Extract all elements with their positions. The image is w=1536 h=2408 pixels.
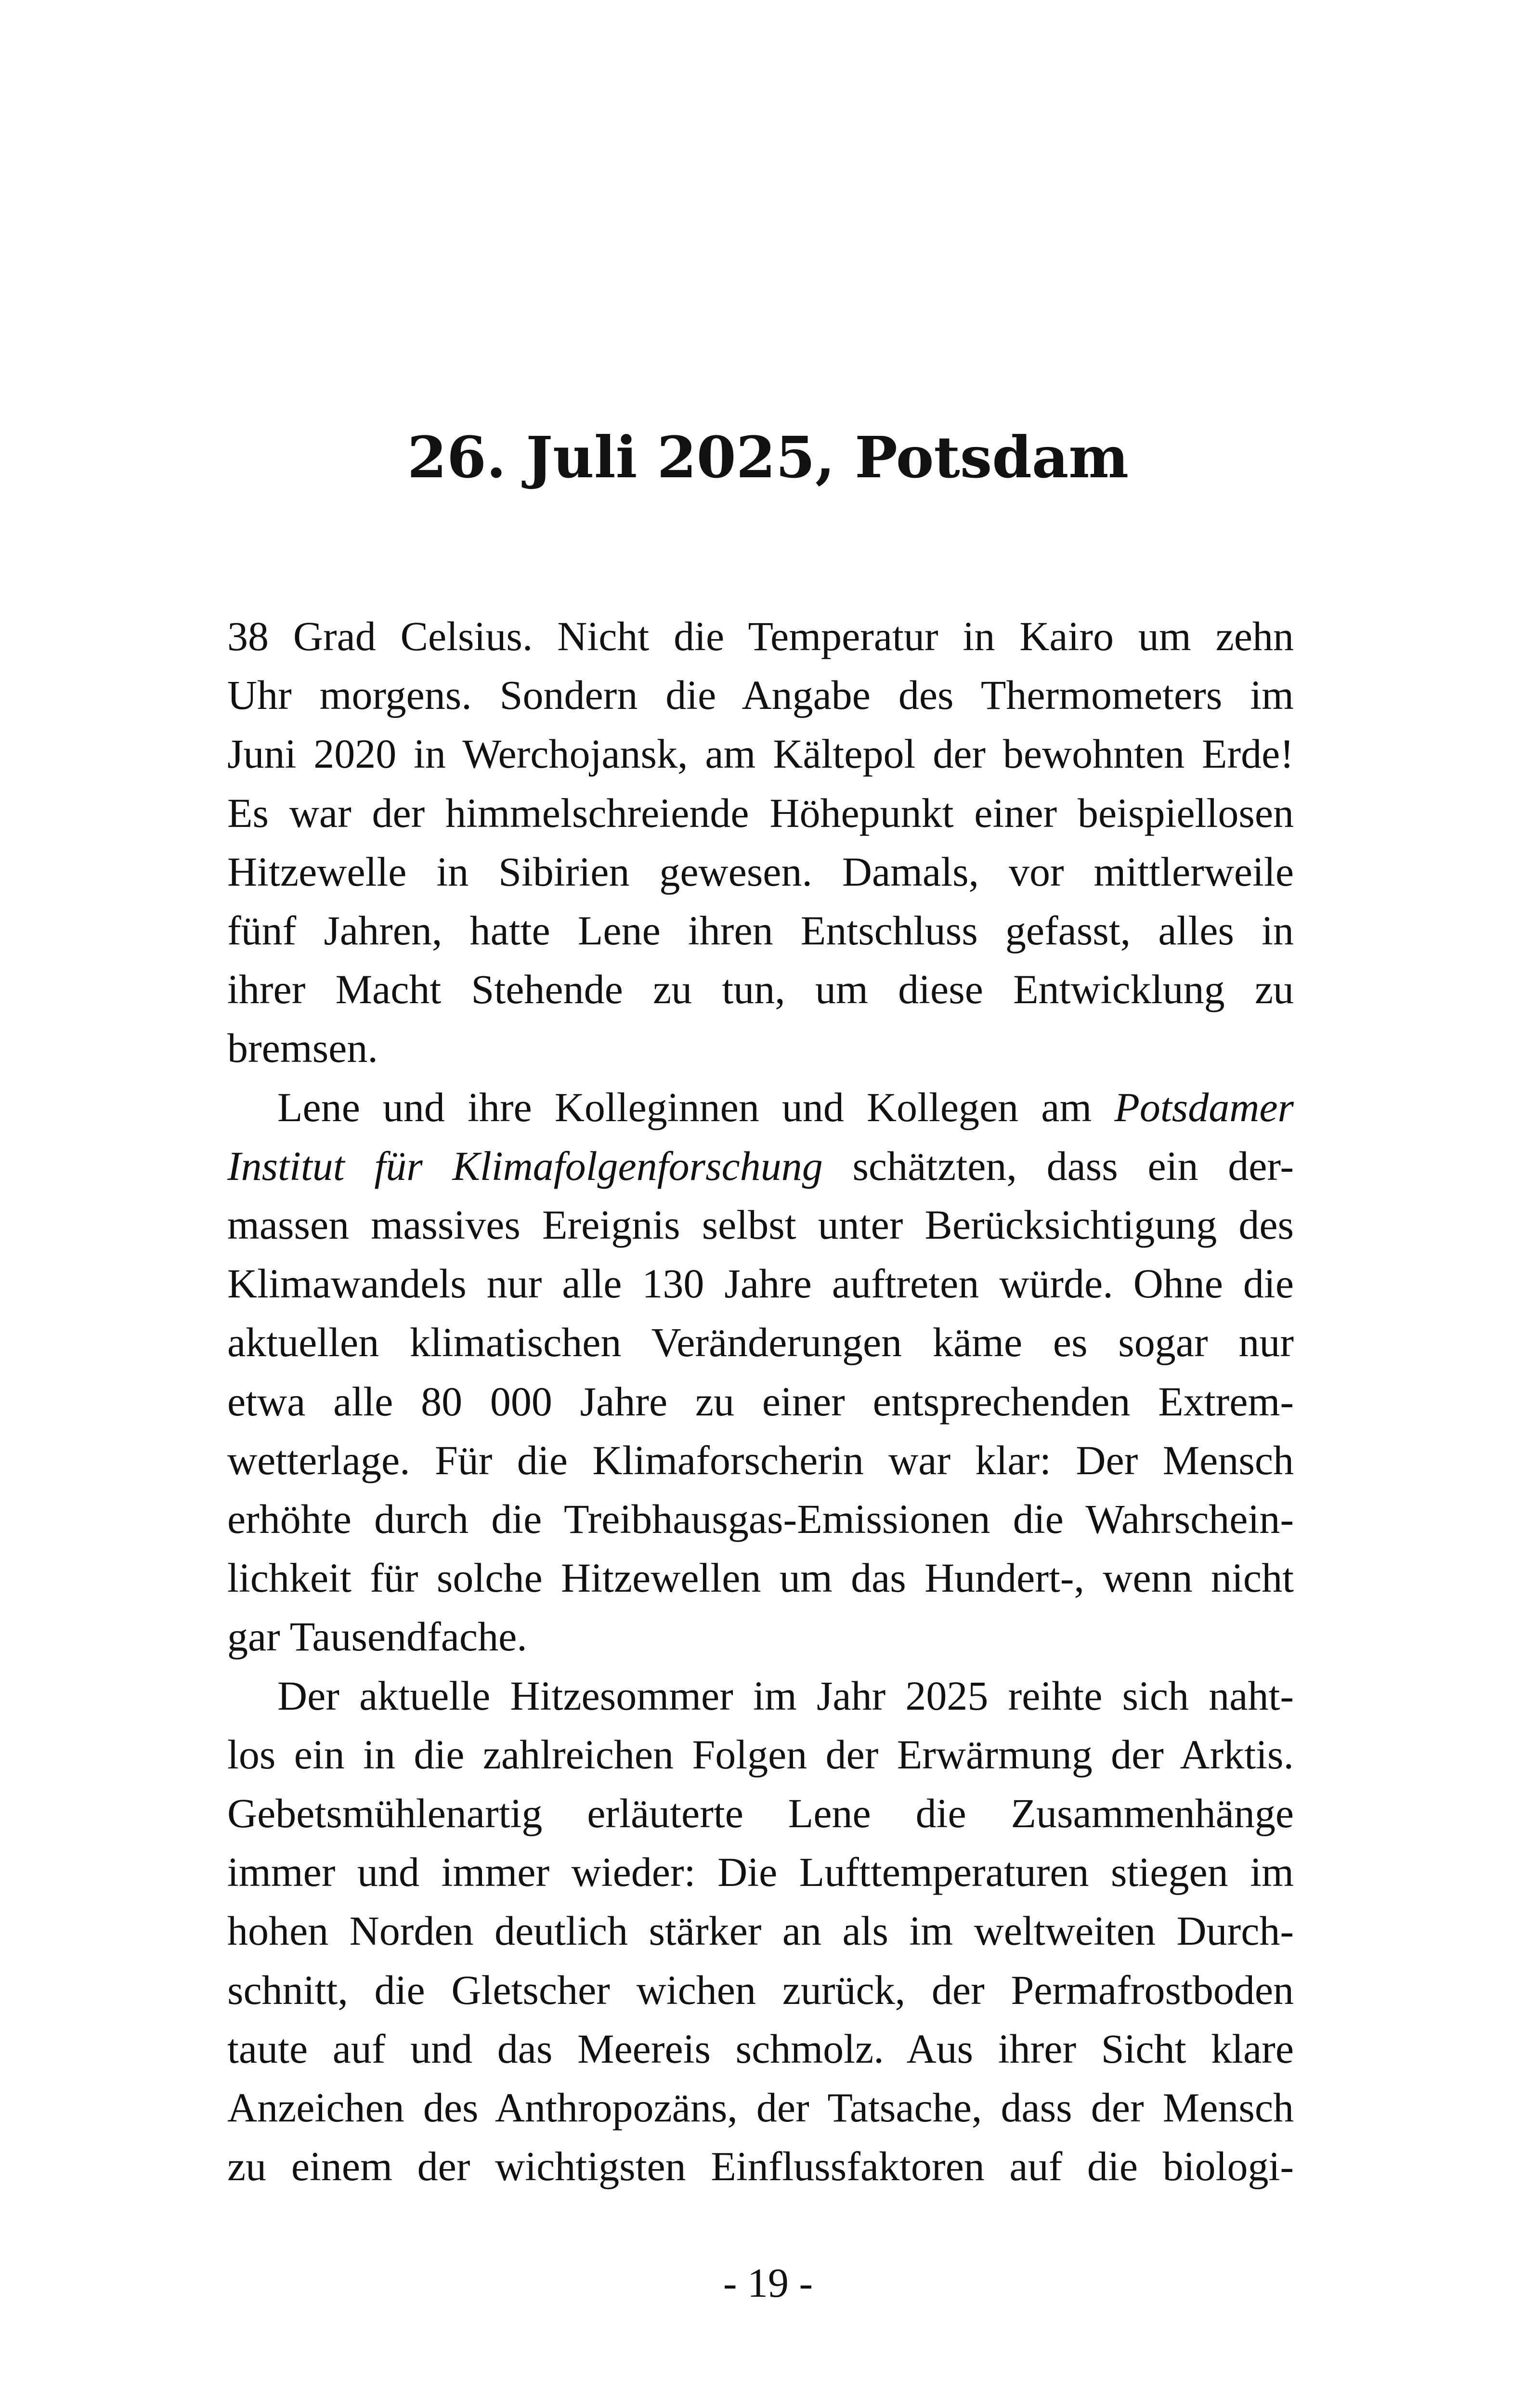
text-line: gar Tausendfache. [227, 1613, 527, 1660]
text-line: schnitt, die Gletscher wichen zurück, der Permafrostboden [227, 1966, 1294, 2013]
body-text [227, 607, 1294, 2196]
text-line: Juni 2020 in Werchojansk, am Kältepol der bewohnten Erde! [227, 731, 1294, 777]
paragraph-1 [227, 607, 1294, 1078]
text-line: zu einem der wichtigsten Einflussfaktoren auf die biologi- [227, 2143, 1294, 2190]
text-line: ihrer Macht Stehende zu tun, um diese Entwicklung zu [227, 966, 1294, 1013]
text-line: aktuellen klimatischen Veränderungen käme es sogar nur [227, 1319, 1294, 1366]
text-line: Hitzewelle in Sibirien gewesen. Damals, vor mittlerweile [227, 848, 1294, 895]
text-line: Der aktuelle Hitzesommer im Jahr 2025 reihte sich naht- [277, 1672, 1294, 1719]
text-line: taute auf und das Meereis schmolz. Aus ihrer Sicht klare [227, 2025, 1294, 2072]
institute-name-part-2: Institut für Klimafolgenforschung [227, 1142, 823, 1189]
paragraph-3 [227, 1666, 1294, 2196]
institute-name-part-1: Potsdamer [1114, 1084, 1294, 1130]
text-line: hohen Norden deutlich stärker an als im weltweiten Durch- [227, 1908, 1294, 1954]
text-line: Gebetsmühlenartig erläuterte Lene die Zusammenhänge [227, 1790, 1294, 1837]
chapter-title: 26. Juli 2025, Potsdam [407, 424, 1129, 491]
text-line: los ein in die zahlreichen Folgen der Erwärmung der Arktis. [227, 1731, 1294, 1778]
text-line: immer und immer wieder: Die Lufttemperaturen stiegen im [227, 1849, 1294, 1896]
text-line: Es war der himmelschreiende Höhepunkt einer beispiellosen [227, 789, 1294, 836]
text-line [227, 1078, 1294, 1137]
text-line: wetterlage. Für die Klimaforscherin war klar: Der Mensch [227, 1437, 1294, 1483]
text-fragment: Lene und ihre Kolleginnen und Kollegen am [277, 1084, 1115, 1130]
text-fragment: schätzten, dass ein der- [822, 1142, 1294, 1189]
text-line: Klimawandels nur alle 130 Jahre auftreten würde. Ohne die [227, 1260, 1294, 1307]
text-line: fünf Jahren, hatte Lene ihren Entschluss gefasst, alles in [227, 907, 1294, 954]
text-line: bremsen. [227, 1025, 378, 1072]
text-line [227, 1137, 1294, 1195]
text-line: massen massives Ereignis selbst unter Berücksichtigung des [227, 1202, 1294, 1248]
text-line: Uhr morgens. Sondern die Angabe des Thermometers im [227, 672, 1294, 719]
text-line: lichkeit für solche Hitzewellen um das Hundert-, wenn nicht [227, 1555, 1294, 1601]
page-number: - 19 - [723, 2260, 813, 2306]
text-line: 38 Grad Celsius. Nicht die Temperatur in Kairo um zehn [227, 613, 1294, 659]
text-line: Anzeichen des Anthropozäns, der Tatsache, dass der Mensch [227, 2084, 1294, 2131]
text-line: etwa alle 80 000 Jahre zu einer entsprechenden Extrem- [227, 1378, 1294, 1425]
text-line: erhöhte durch die Treibhausgas-Emissionen die Wahrschein- [227, 1496, 1294, 1543]
paragraph-2 [227, 1078, 1294, 1666]
